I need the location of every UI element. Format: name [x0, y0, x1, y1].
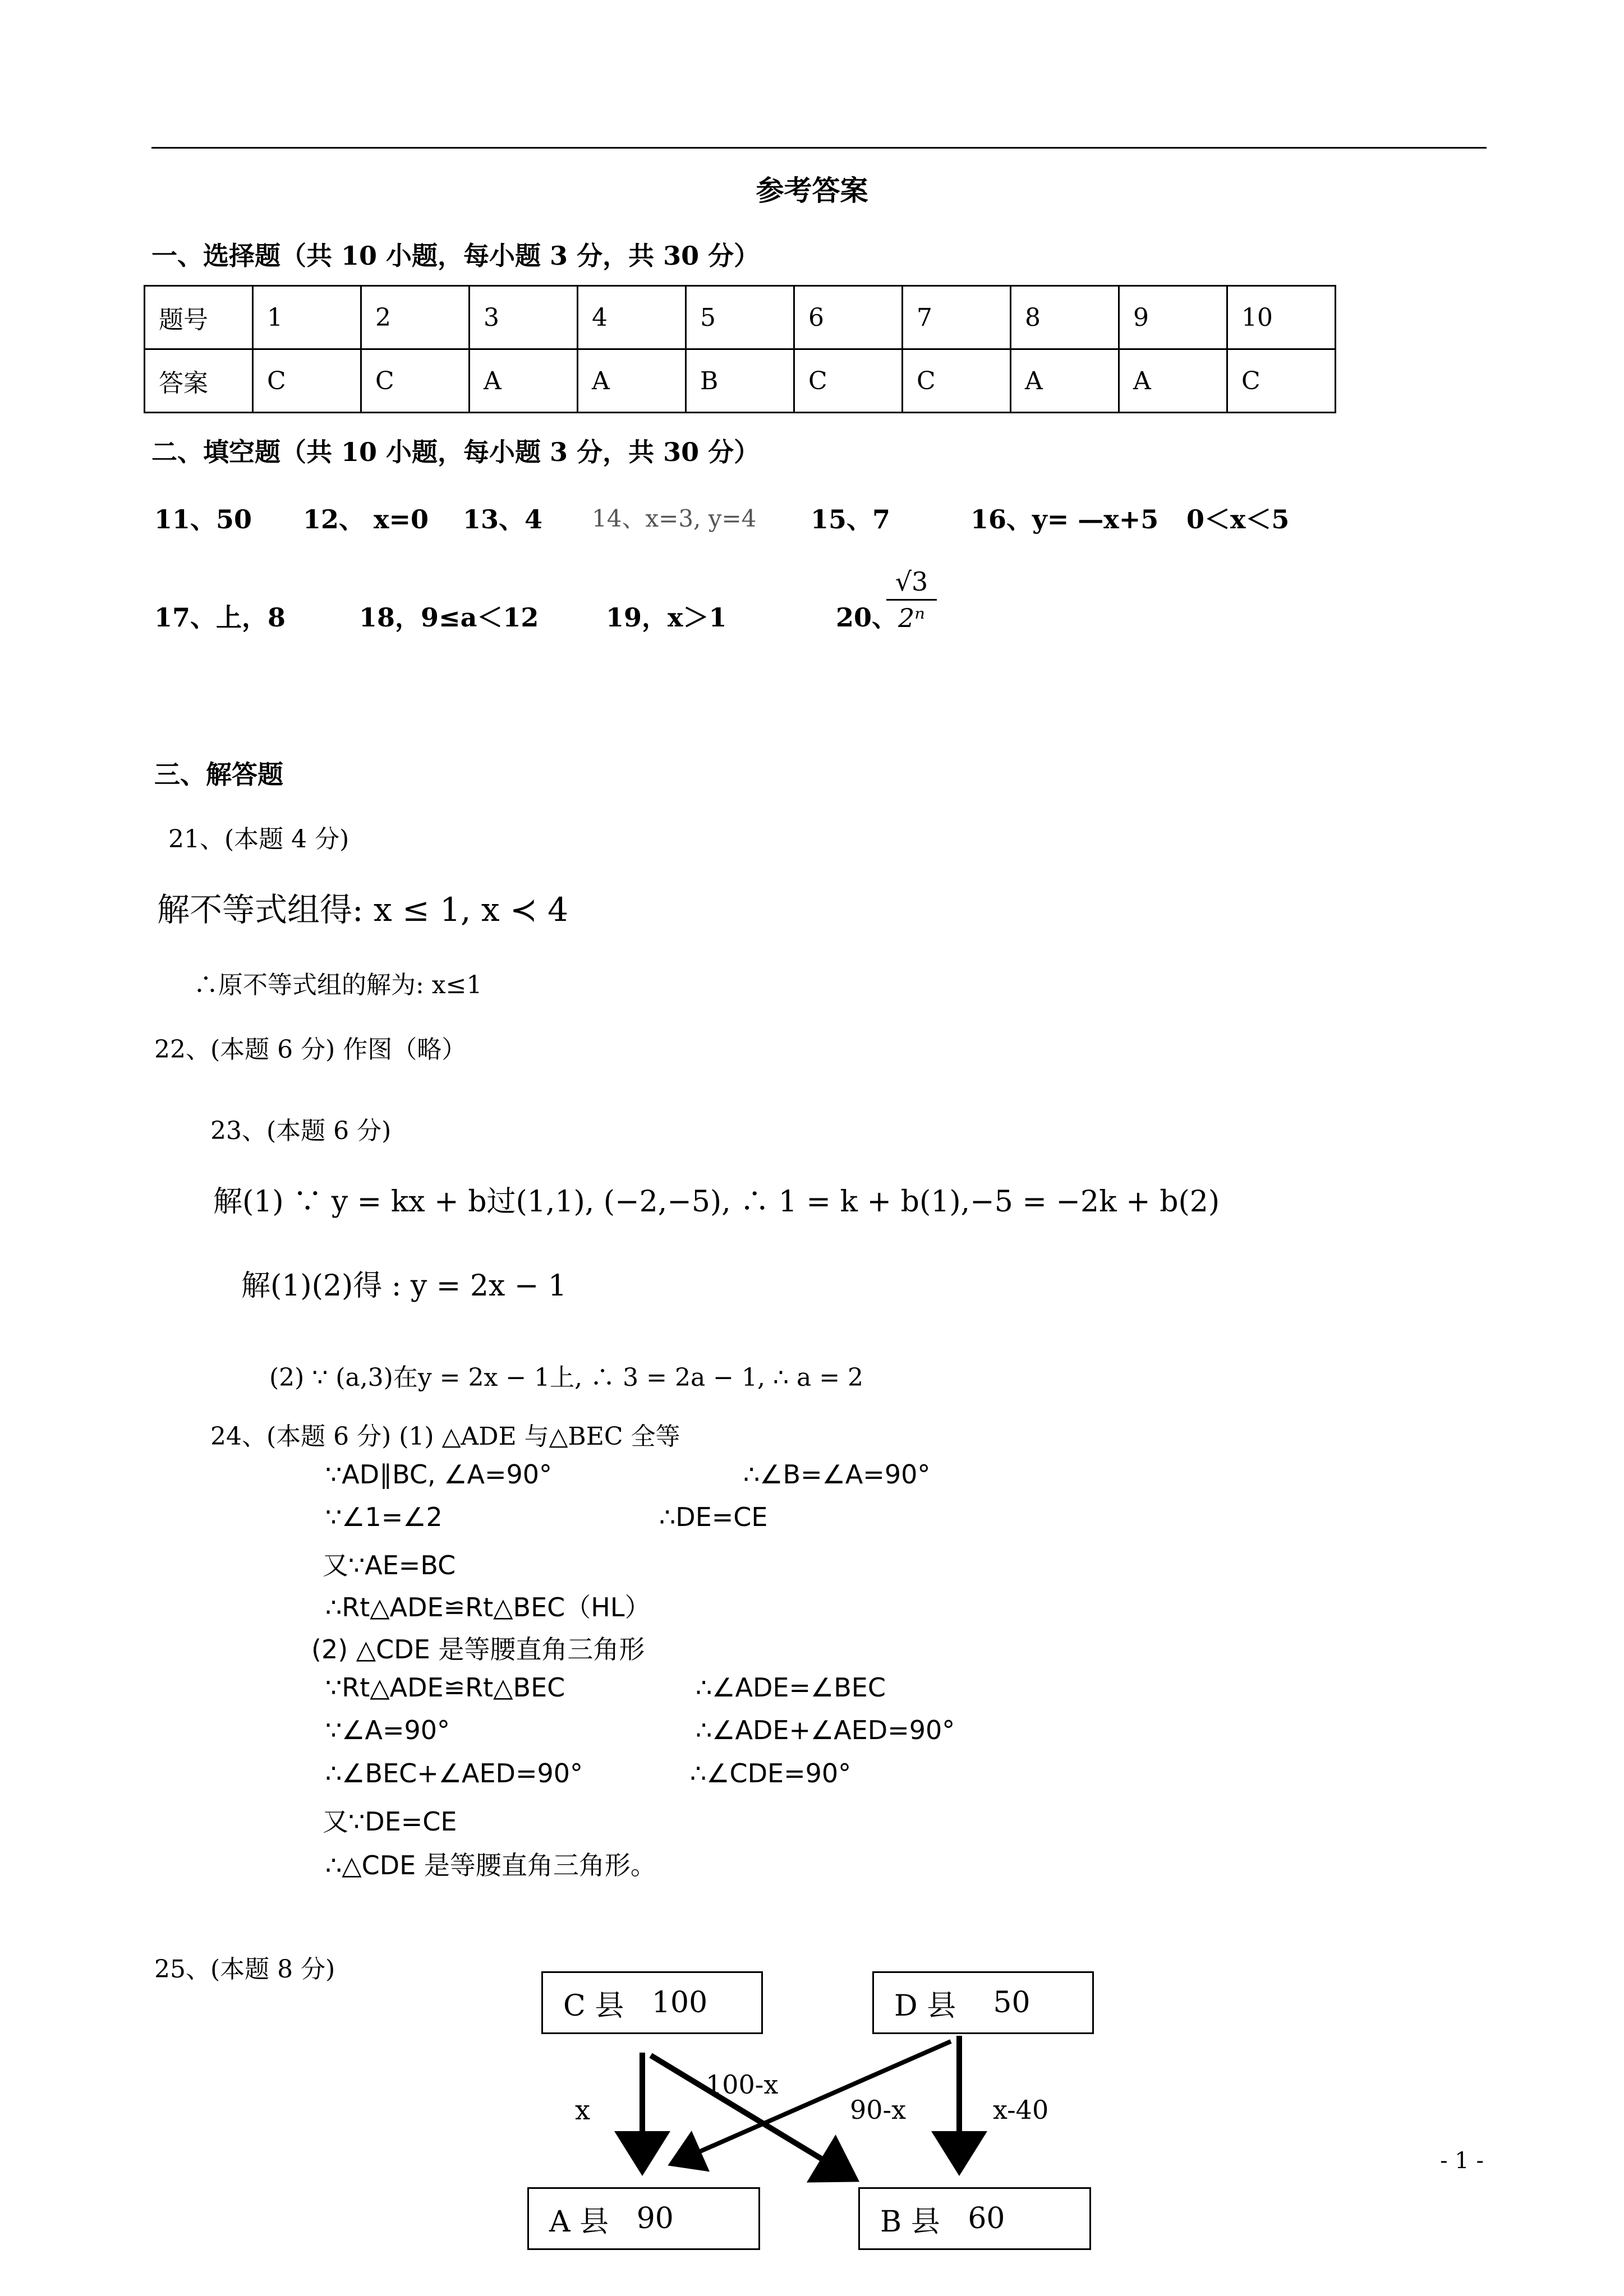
answer-14: 14、x=3, y=4 [592, 505, 757, 532]
q21-line1: 解不等式组得: x ≤ 1, x ≺ 4 [157, 891, 569, 929]
q24-line8b: ∴∠CDE=90° [690, 1758, 852, 1788]
answer-12: 12、 x=0 [303, 504, 429, 534]
table-cell: 8 [1011, 286, 1119, 349]
q24-heading: 24、(本题 6 分) (1) △ADE 与△BEC 全等 [210, 1422, 680, 1451]
q24-line5: (2) △CDE 是等腰直角三角形 [311, 1634, 645, 1665]
table-cell: 5 [686, 286, 794, 349]
table-header-answer: 答案 [145, 349, 253, 413]
table-cell: 7 [903, 286, 1011, 349]
page-number: - 1 - [1440, 2148, 1484, 2174]
edge-label-da: 90-x [850, 2095, 907, 2125]
county-c-value: 100 [651, 1986, 708, 2020]
table-cell: A [470, 349, 578, 413]
q24-line4: ∴Rt△ADE≌Rt△BEC（HL） [325, 1592, 651, 1622]
table-cell: C [361, 349, 470, 413]
q21-heading: 21、(本题 4 分) [168, 825, 349, 854]
section1-heading: 一、选择题（共 10 小题，每小题 3 分，共 30 分） [151, 241, 760, 271]
q23-line1: 解(1) ∵ y = kx + b过(1,1), (−2,−5), ∴ 1 = k + b(1),−5 = −2k + b(2) [213, 1185, 1220, 1219]
q24-line6b: ∴∠ADE=∠BEC [696, 1672, 886, 1703]
q24-line2b: ∴DE=CE [659, 1502, 768, 1532]
page-title: 参考答案 [756, 174, 868, 207]
answer-18: 18，9≤a＜12 [359, 602, 539, 633]
answer-16-range: 0＜x＜5 [1186, 504, 1290, 534]
section2-heading: 二、填空题（共 10 小题，每小题 3 分，共 30 分） [151, 437, 760, 467]
table-cell: A [1011, 349, 1119, 413]
county-d-label: D 县 [894, 1989, 956, 2023]
q24-line2a: ∵∠1=∠2 [325, 1502, 443, 1532]
answer-15: 15、7 [811, 504, 891, 534]
q23-line2: 解(1)(2)得 : y = 2x − 1 [241, 1269, 567, 1303]
q22-line: 22、(本题 6 分) 作图（略） [154, 1035, 467, 1064]
table-header-number: 题号 [145, 286, 253, 349]
county-d-value: 50 [993, 1986, 1030, 2020]
q25-heading: 25、(本题 8 分) [154, 1955, 335, 1984]
fraction-numerator: √3 [886, 566, 937, 601]
table-cell: 3 [470, 286, 578, 349]
fraction-denominator: 2ⁿ [898, 603, 925, 633]
table-cell: 1 [253, 286, 361, 349]
answer-13: 13、4 [463, 504, 543, 534]
table-cell: A [578, 349, 686, 413]
edge-label-cb: 100-x [706, 2069, 779, 2100]
table-cell: 9 [1119, 286, 1227, 349]
county-a-value: 90 [636, 2202, 674, 2235]
answer-20: 20、 [836, 602, 898, 633]
answer-16: 16、y= —x+5 [970, 504, 1159, 534]
table-cell: A [1119, 349, 1227, 413]
q24-line1a: ∵AD∥BC, ∠A=90° [325, 1459, 553, 1490]
table-cell: C [794, 349, 903, 413]
q23-line3: (2) ∵ (a,3)在y = 2x − 1上, ∴ 3 = 2a − 1, ∴ a = 2 [269, 1363, 864, 1392]
answer-19: 19，x＞1 [606, 602, 727, 633]
table-cell: 6 [794, 286, 903, 349]
edge-label-ca: x [575, 2095, 591, 2126]
table-cell: C [1227, 349, 1336, 413]
answer-17: 17、上，8 [154, 602, 286, 633]
answer-11: 11、50 [154, 504, 252, 534]
q24-line7b: ∴∠ADE+∠AED=90° [696, 1715, 955, 1745]
county-c-label: C 县 [563, 1989, 624, 2023]
table-cell: C [253, 349, 361, 413]
table-cell: 10 [1227, 286, 1336, 349]
table-cell: 2 [361, 286, 470, 349]
county-b-label: B 县 [880, 2205, 940, 2239]
q24-line8a: ∴∠BEC+∠AED=90° [325, 1758, 583, 1788]
q21-line2: ∴原不等式组的解为: x≤1 [194, 971, 482, 999]
edge-label-db: x-40 [993, 2095, 1049, 2125]
arrow-d-to-a [676, 2041, 951, 2162]
county-a-label: A 县 [549, 2205, 609, 2239]
q24-line9: 又∵DE=CE [323, 1806, 457, 1837]
q24-line1b: ∴∠B=∠A=90° [743, 1459, 931, 1490]
q24-line7a: ∵∠A=90° [325, 1715, 450, 1745]
table-cell: B [686, 349, 794, 413]
table-cell: 4 [578, 286, 686, 349]
q23-heading: 23、(本题 6 分) [210, 1117, 392, 1145]
q24-line6a: ∵Rt△ADE≌Rt△BEC [325, 1672, 565, 1703]
county-b-value: 60 [968, 2202, 1005, 2235]
table-cell: C [903, 349, 1011, 413]
q24-line3: 又∵AE=BC [323, 1550, 456, 1580]
section3-heading: 三、解答题 [154, 759, 283, 790]
q24-line10: ∴△CDE 是等腰直角三角形。 [325, 1850, 656, 1880]
